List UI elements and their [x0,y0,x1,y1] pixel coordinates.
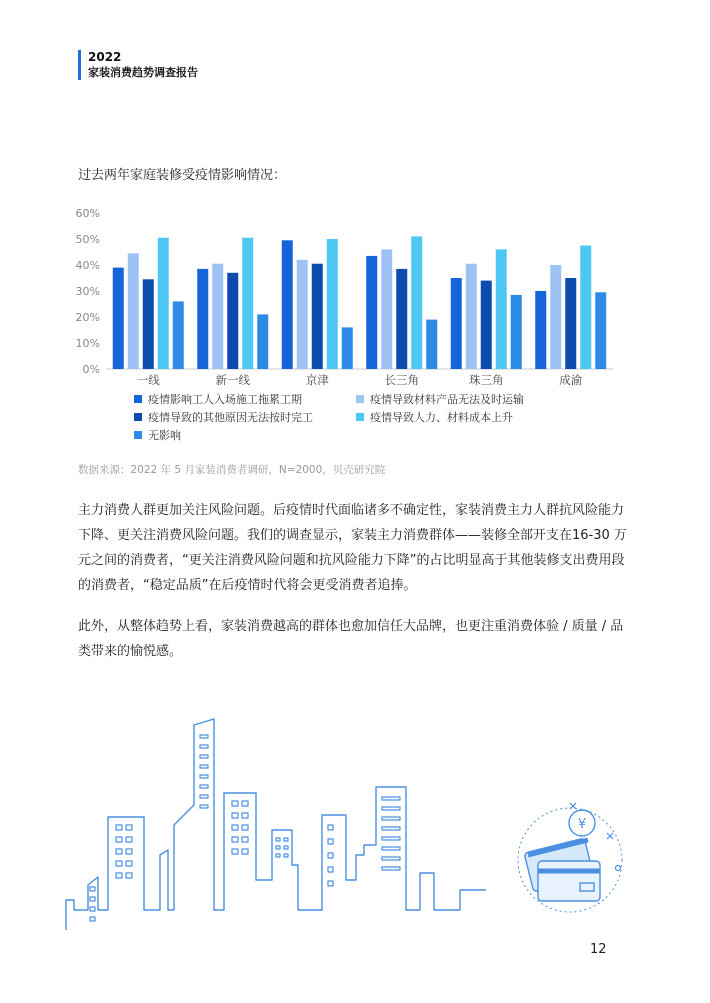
bar [565,278,576,369]
y-tick-label: 30% [75,285,100,298]
legend-swatch [356,413,364,421]
bar [312,264,323,369]
legend-swatch [134,413,142,421]
y-tick-label: 40% [75,259,100,272]
bar [173,301,184,369]
bar [451,278,462,369]
bar [113,268,124,369]
bar [411,236,422,369]
legend-swatch [134,431,142,439]
x-category-label: 成渝 [559,373,583,387]
page-number: 12 [590,942,607,957]
x-category-label: 新一线 [215,373,250,387]
x-category-label: 珠三角 [469,373,504,387]
legend-label: 疫情导致材料产品无法及时运输 [370,393,524,406]
report-header [78,50,198,80]
bar [580,246,591,370]
bar [197,269,208,369]
source-note: 数据来源：2022 年 5 月家装消费者调研，N=2000，贝壳研究院 [78,464,386,476]
legend-swatch [134,395,142,403]
legend-label: 疫情导致的其他原因无法按时完工 [148,411,313,424]
svg-text:¥: ¥ [577,817,587,832]
bar [282,240,293,369]
bar [426,320,437,369]
bar-chart [70,200,630,452]
report-year: 2022 [88,50,122,64]
bar [466,264,477,369]
legend-label: 无影响 [148,429,181,442]
paragraph-main-consumers: 主力消费人群更加关注风险问题。后疫情时代面临诸多不确定性，家装消费主力人群抗风险能力下降、更关注消费风险问题。我们的调查显示，家装主力消费群体——装修全部开支在16-30 万元之间的消费者，“更关注消费风险问题和抗风险能力下降”的占比明显高于其他装修支出费用段的消费者，“稳定品质”在后疫情时代将会更受消费者追捧。 [78,503,627,593]
bar [128,253,139,369]
bar [227,273,238,369]
legend-label: 疫情影响工人入场施工拖累工期 [148,393,302,406]
y-tick-label: 50% [75,233,100,246]
y-tick-label: 60% [75,207,100,220]
city-skyline-illustration [60,705,640,935]
bar [366,256,377,369]
bar [143,279,154,369]
bar [511,295,522,369]
bar [496,249,507,369]
bar [595,292,606,369]
bar [257,314,268,369]
building-windows [90,735,400,921]
legend-label: 疫情导致人力、材料成本上升 [370,411,513,424]
bar [158,238,169,369]
bar [297,260,308,369]
bar [481,281,492,369]
bar [535,291,546,369]
bar [327,239,338,369]
paragraph-brand-trend: 此外，从整体趋势上看，家装消费越高的群体也愈加信任大品牌，也更注重消费体验 / 质量 / 品类带来的愉悦感。 [78,619,624,659]
y-tick-label: 20% [75,311,100,324]
legend-swatch [356,395,364,403]
skyline-buildings [66,719,486,930]
coin-icon [569,810,595,836]
chart-heading: 过去两年家庭装修受疫情影响情况： [78,168,287,183]
y-tick-label: 0% [82,363,100,376]
bar [550,265,561,369]
bar [212,264,223,369]
y-tick-label: 10% [75,337,100,350]
bar [381,249,392,369]
report-title: 家装消费趋势调查报告 [88,66,198,79]
x-category-label: 一线 [136,373,160,387]
bar [342,327,353,369]
bar [242,238,253,369]
x-category-label: 京津 [305,373,329,387]
x-category-label: 长三角 [384,373,419,387]
bar [396,269,407,369]
